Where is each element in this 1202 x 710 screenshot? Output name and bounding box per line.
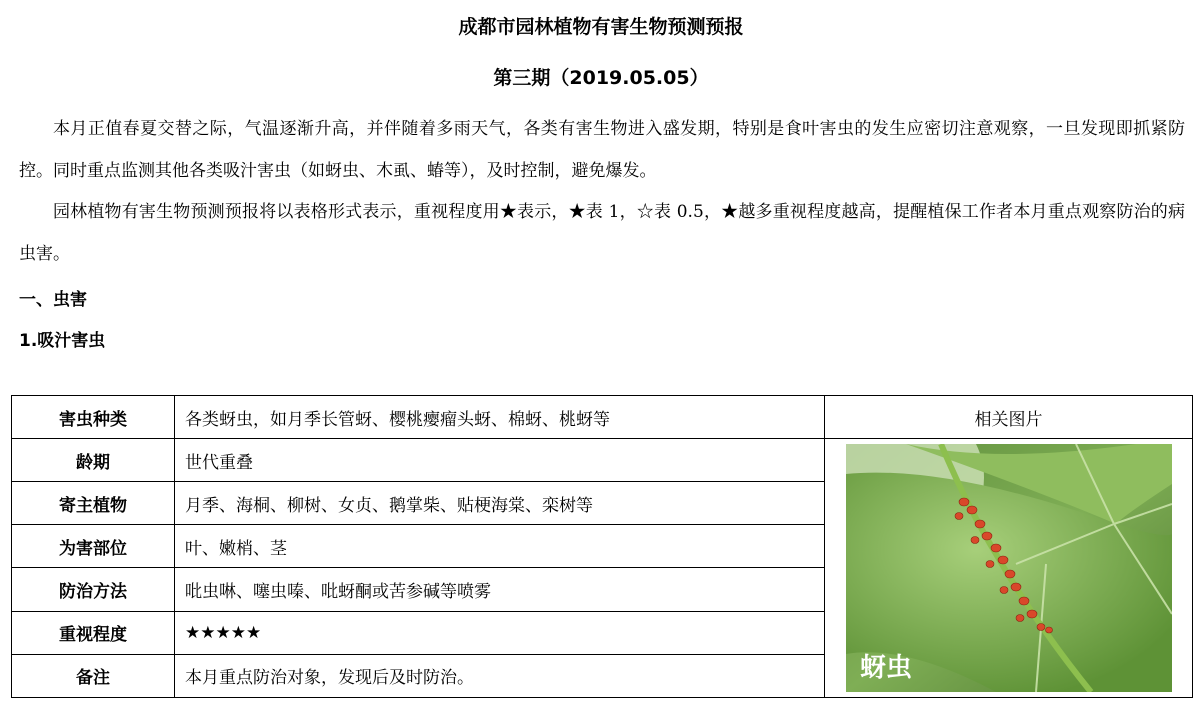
table-row	[12, 439, 1193, 482]
row-label: 备注	[12, 654, 175, 697]
row-label: 龄期	[12, 439, 175, 482]
aphid-photo	[846, 444, 1172, 692]
row-label: 为害部位	[12, 525, 175, 568]
row-label: 寄主植物	[12, 482, 175, 525]
document-title: 成都市园林植物有害生物预测预报	[458, 16, 744, 38]
row-value: 世代重叠	[175, 439, 825, 482]
priority-stars: ★★★★★	[175, 611, 825, 654]
row-value: 月季、海桐、柳树、女贞、鹅掌柴、贴梗海棠、栾树等	[175, 482, 825, 525]
row-label: 防治方法	[12, 568, 175, 611]
row-label: 害虫种类	[12, 396, 175, 439]
row-value: 吡虫啉、噻虫嗪、吡蚜酮或苦参碱等喷雾	[175, 568, 825, 611]
section-heading: 一、虫害	[19, 290, 87, 310]
image-column-header: 相关图片	[825, 396, 1193, 439]
pest-info-table	[11, 395, 1193, 698]
row-value: 各类蚜虫，如月季长管蚜、樱桃瘿瘤头蚜、棉蚜、桃蚜等	[175, 396, 825, 439]
row-label: 重视程度	[12, 611, 175, 654]
issue-subtitle: 第三期（2019.05.05）	[493, 67, 709, 89]
intro-paragraph-1: 本月正值春夏交替之际，气温逐渐升高，并伴随着多雨天气，各类有害生物进入盛发期，特别是食叶害虫的发生应密切注意观察，一旦发现即抓紧防控。同时重点监测其他各类吸汁害虫（如蚜虫、木虱、蝽等），及时控制，避免爆发。	[19, 119, 1185, 181]
image-caption: 蚜虫	[859, 653, 912, 683]
row-value: 叶、嫩梢、茎	[175, 525, 825, 568]
image-cell	[825, 439, 1193, 698]
subsection-heading: 1.吸汁害虫	[19, 331, 106, 351]
intro-paragraph-2: 园林植物有害生物预测预报将以表格形式表示，重视程度用★表示，★表 1，☆表 0.5，★越多重视程度越高，提醒植保工作者本月重点观察防治的病虫害。	[19, 202, 1185, 264]
row-value: 本月重点防治对象，发现后及时防治。	[175, 654, 825, 697]
table-row	[12, 396, 1193, 439]
